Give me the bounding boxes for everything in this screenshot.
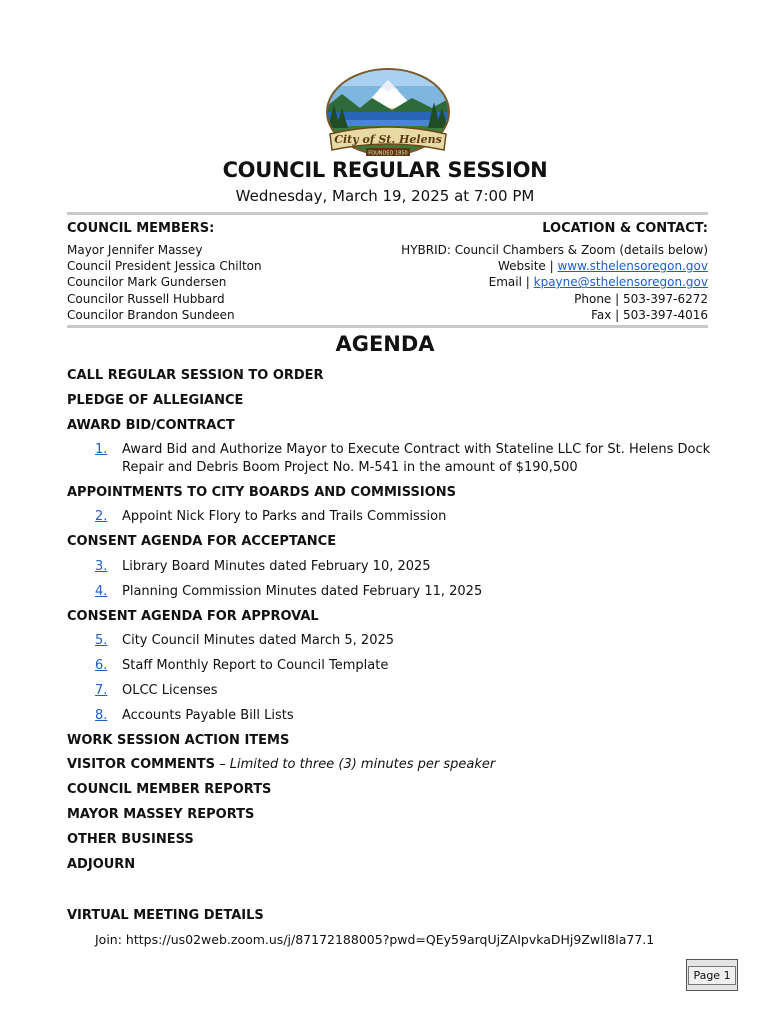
section-consent-approval: CONSENT AGENDA FOR APPROVAL [67,608,319,624]
phone-line: Phone | 503-397-6272 [574,291,708,306]
item-text: Library Board Minutes dated February 10, 2025 [122,559,431,575]
agenda-list [67,367,712,880]
agenda-item [67,682,712,700]
agenda-item [67,558,712,576]
logo-founded: FOUNDED 1850 [368,150,408,157]
email-link[interactable]: kpayne@sthelensoregon.gov [533,275,708,290]
agenda-title: AGENDA [335,332,435,356]
council-members-heading: COUNCIL MEMBERS: [67,221,215,236]
item-text: Appoint Nick Flory to Parks and Trails Commission [122,509,447,525]
page-number: Page 1 [688,966,735,985]
item-link[interactable]: 2. [95,509,108,525]
item-link[interactable]: 7. [95,683,108,699]
section-call-to-order: CALL REGULAR SESSION TO ORDER [67,368,324,383]
section-award-bid: AWARD BID/CONTRACT [67,417,235,433]
zoom-join-link[interactable]: Join: https://us02web.zoom.us/j/87172188005?pwd=QEy59arqUjZAIpvkaDHj9ZwlI8la77.1 [95,932,655,947]
item-text: Award Bid and Authorize Mayor to Execute Contract with Stateline LLC for St. Helens Dock Repair and Debris Boom Project No. M-541 in the amount of $190,500 [122,442,711,475]
contact-block [401,242,708,323]
agenda-item [67,583,712,601]
member-item: Councilor Mark Gundersen [67,275,227,290]
member-item: Councilor Russell Hubbard [67,291,225,306]
visitor-comments-note: – Limited to three (3) minutes per speaker [215,757,496,773]
item-text: City Council Minutes dated March 5, 2025 [122,633,395,649]
visitor-comments-label: VISITOR COMMENTS [67,757,216,773]
council-members-list [67,242,262,323]
section-adjourn: ADJOURN [67,856,136,872]
hybrid-info: HYBRID: Council Chambers & Zoom (details below) [401,243,708,257]
member-item: Mayor Jennifer Massey [67,243,203,257]
item-link[interactable]: 5. [95,633,108,649]
section-council-reports: COUNCIL MEMBER REPORTS [67,782,272,798]
agenda-item [67,441,712,476]
virtual-meeting-heading: VIRTUAL MEETING DETAILS [67,908,264,923]
section-appointments: APPOINTMENTS TO CITY BOARDS AND COMMISSIONS [67,484,457,500]
agenda-item [67,657,712,675]
item-link[interactable]: 1. [95,442,108,458]
item-text: OLCC Licenses [122,683,218,699]
meeting-date: Wednesday, March 19, 2025 at 7:00 PM [235,187,535,205]
email-label: Email | [488,275,534,290]
agenda-item [67,707,712,725]
section-other-business: OTHER BUSINESS [67,831,194,847]
website-line [401,258,708,274]
city-logo [322,68,454,160]
website-label: Website | [497,259,558,274]
item-link[interactable]: 4. [95,583,108,599]
item-link[interactable]: 3. [95,559,108,575]
section-work-session: WORK SESSION ACTION ITEMS [67,732,290,748]
logo-text: City of St. Helens [334,133,442,146]
item-text: Planning Commission Minutes dated February 11, 2025 [122,583,483,599]
agenda-item [67,508,712,526]
section-mayor-reports: MAYOR MASSEY REPORTS [67,807,255,823]
page-title: COUNCIL REGULAR SESSION [222,158,548,182]
item-text: Staff Monthly Report to Council Template [122,658,389,674]
member-item: Councilor Brandon Sundeen [67,307,235,322]
item-link[interactable]: 8. [95,707,108,723]
location-contact-heading: LOCATION & CONTACT: [542,221,708,236]
email-line [401,274,708,290]
section-pledge: PLEDGE OF ALLEGIANCE [67,392,244,408]
section-consent-acceptance: CONSENT AGENDA FOR ACCEPTANCE [67,534,337,550]
item-link[interactable]: 6. [95,658,108,674]
item-text: Accounts Payable Bill Lists [122,707,294,723]
agenda-item [67,632,712,650]
divider-top [67,212,708,215]
city-seal-image [322,68,454,160]
section-visitor-comments [67,756,712,781]
website-link[interactable]: www.sthelensoregon.gov [557,259,708,274]
fax-line: Fax | 503-397-4016 [591,307,708,322]
divider-bottom [67,325,708,328]
member-item: Council President Jessica Chilton [67,259,262,274]
page-indicator [686,959,738,991]
